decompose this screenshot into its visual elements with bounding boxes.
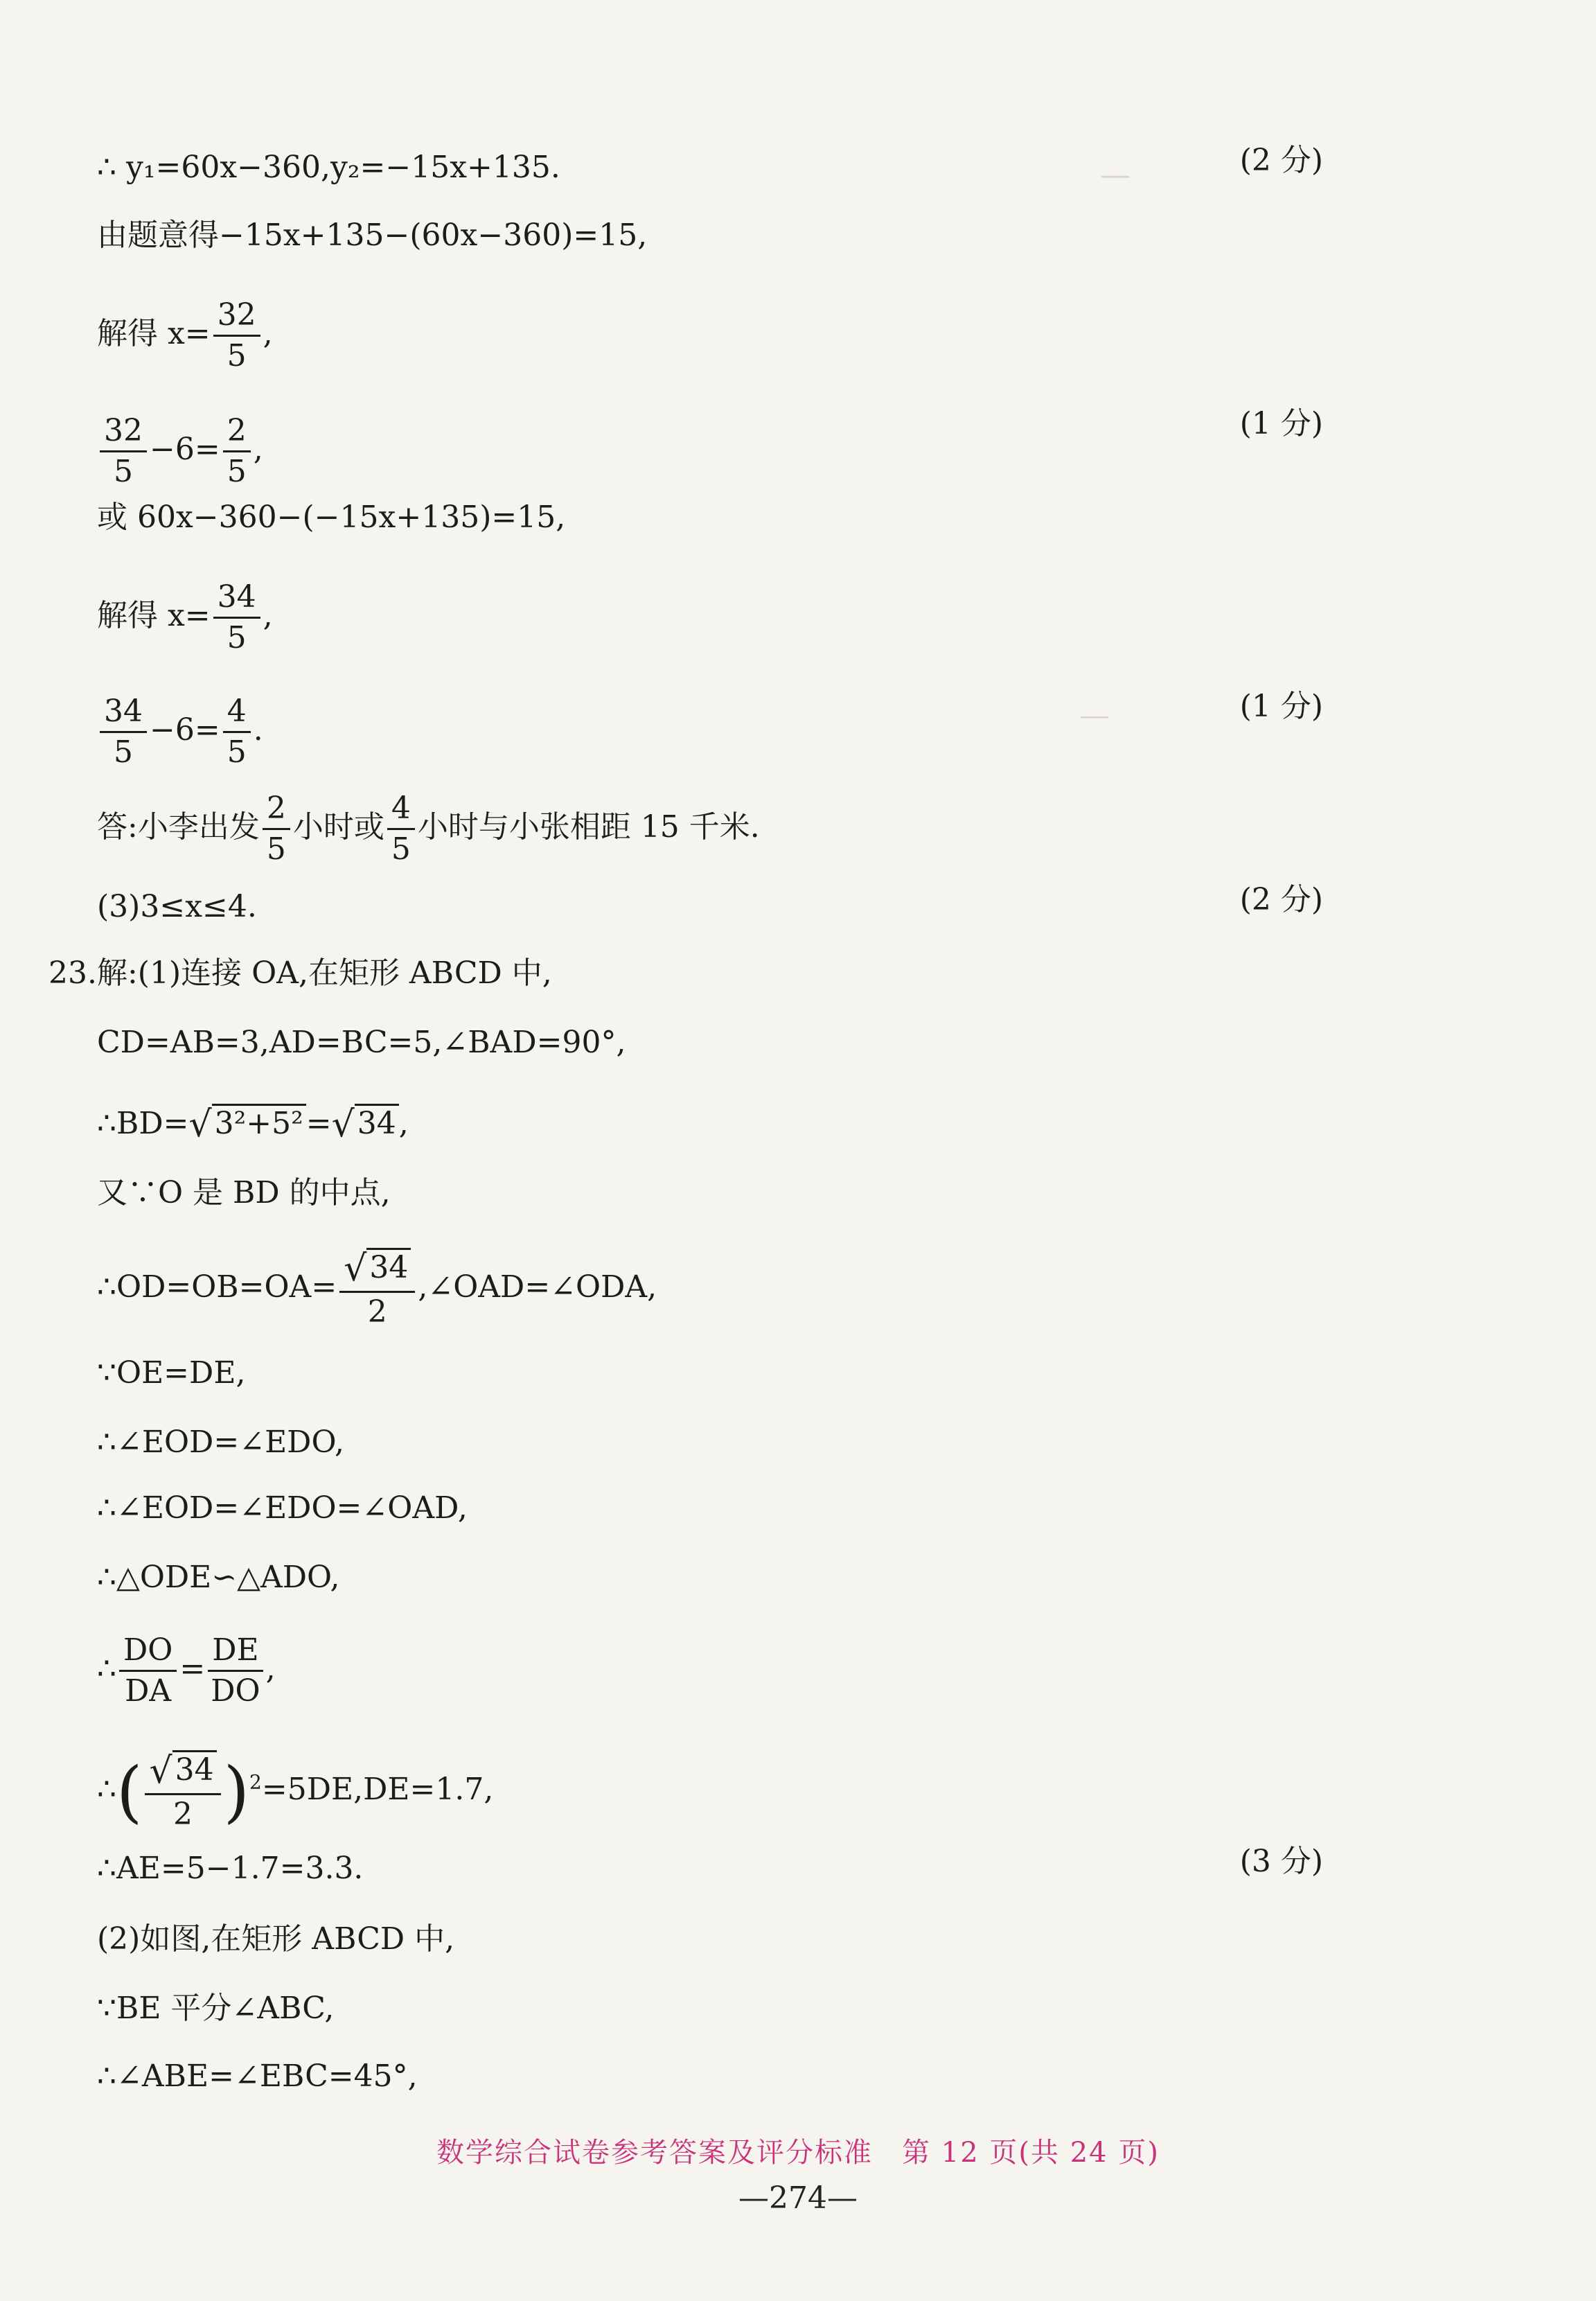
bleed-through-mark: ― xyxy=(1081,700,1108,732)
page-number: —274— xyxy=(738,2180,858,2216)
q23-part2: (2)如图,在矩形 ABCD 中, xyxy=(97,1921,455,1957)
score-1b: (1 分) xyxy=(1239,689,1323,724)
solve-x-2: 解得 x= $\frac{34}{5}$ , xyxy=(97,579,273,655)
q23-bd: ∴BD=√3²+5²=√34, xyxy=(97,1104,409,1145)
score-2: (2 分) xyxy=(1239,143,1323,178)
q23-sides: CD=AB=3,AD=BC=5,∠BAD=90°, xyxy=(97,1025,626,1060)
q23-angles-1: ∴∠EOD=∠EDO, xyxy=(97,1425,344,1460)
q23-start: 23.解:(1)连接 OA,在矩形 ABCD 中, xyxy=(48,955,552,991)
q23-ae: ∴AE=5−1.7=3.3. xyxy=(97,1851,364,1886)
time-2: $\frac{34}{5}$ −6= $\frac{4}{5}$ . xyxy=(97,696,263,768)
q23-angles-2: ∴∠EOD=∠EDO=∠OAD, xyxy=(97,1490,468,1526)
q23-ratio: ∴ $\frac{DO}{DA}$ = $\frac{DE}{DO}$ , xyxy=(97,1632,276,1709)
q23-similar: ∴△ODE∽△ADO, xyxy=(97,1560,340,1595)
q23-od: ∴OD=OB=OA= $\frac{√34}{2}$ ,∠OAD=∠ODA, xyxy=(97,1248,657,1330)
q23-angle-45: ∴∠ABE=∠EBC=45°, xyxy=(97,2058,418,2094)
q23-de: ∴( $\frac{√34}{2}$ )$^2$=5DE,DE=1.7, xyxy=(97,1750,494,1832)
answer-line: 答:小李出发 $\frac{2}{5}$ 小时或 $\frac{4}{5}$ 小时与小张相距 15 千米. xyxy=(97,791,760,867)
eq-condition-2: 或 60x−360−(−15x+135)=15, xyxy=(97,500,566,535)
part-3-range: (3)3≤x≤4. xyxy=(97,889,257,924)
q23-oe-de: ∵OE=DE, xyxy=(97,1355,246,1391)
score-2b: (2 分) xyxy=(1239,882,1323,917)
solve-x-1: 解得 x= $\frac{32}{5}$ , xyxy=(97,297,273,373)
bleed-through-mark: ― xyxy=(1101,159,1129,191)
q23-midpoint: 又∵O 是 BD 的中点, xyxy=(97,1175,391,1210)
score-1a: (1 分) xyxy=(1239,406,1323,441)
eq-y1-y2: ∴ y₁=60x−360,y₂=−15x+135. xyxy=(97,150,560,185)
score-3: (3 分) xyxy=(1239,1844,1323,1879)
q23-be-bisect: ∵BE 平分∠ABC, xyxy=(97,1991,335,2026)
page-footer-title: 数学综合试卷参考答案及评分标准 第 12 页(共 24 页) xyxy=(436,2137,1160,2169)
time-1: $\frac{32}{5}$ −6= $\frac{2}{5}$ , xyxy=(97,416,263,487)
eq-condition-1: 由题意得−15x+135−(60x−360)=15, xyxy=(97,218,648,253)
